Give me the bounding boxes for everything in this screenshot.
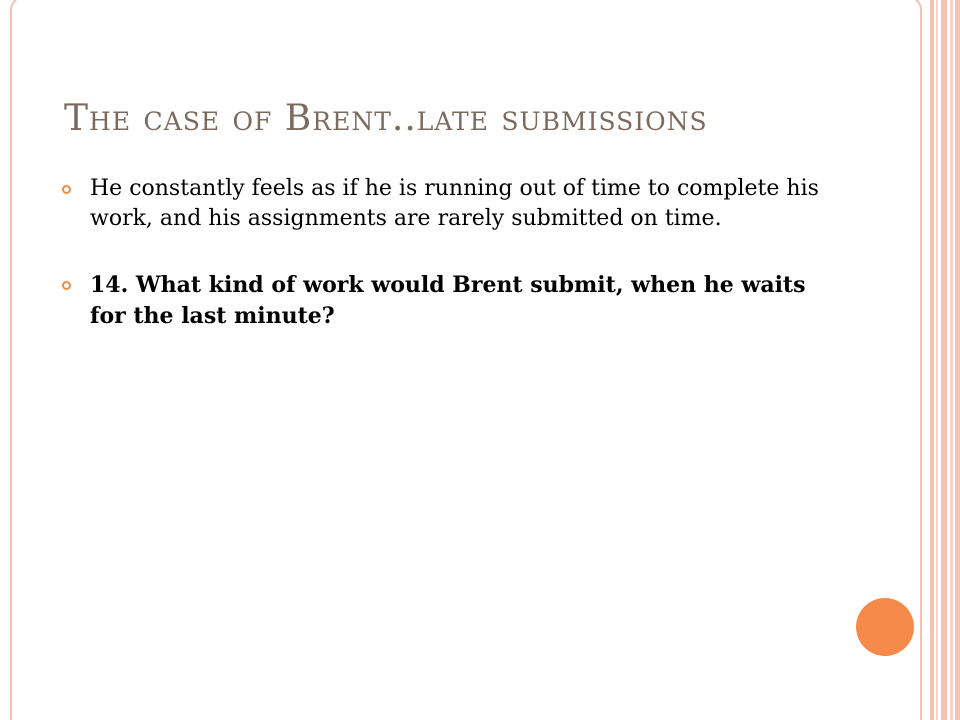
right-stripe-2 [936, 0, 938, 720]
bullet-circle-icon [62, 185, 71, 194]
bullet-item [62, 174, 832, 234]
bullet-text: He constantly feels as if he is running out of time to complete his work, and his assignments are rarely submitted on time. [90, 176, 819, 231]
bullet-item [62, 270, 832, 332]
right-stripe-4 [950, 0, 953, 720]
right-stripe-5 [955, 0, 960, 720]
bullet-list [62, 174, 832, 368]
bullet-circle-icon [62, 281, 71, 290]
right-stripe-1 [930, 0, 934, 720]
bullet-question-text: 14. What kind of work would Brent submit, when he waits for the last minute? [90, 272, 806, 329]
slide-title: The case of Brent..late submissions [64, 98, 708, 139]
right-stripe-3 [941, 0, 947, 720]
decorative-circle [856, 598, 914, 656]
